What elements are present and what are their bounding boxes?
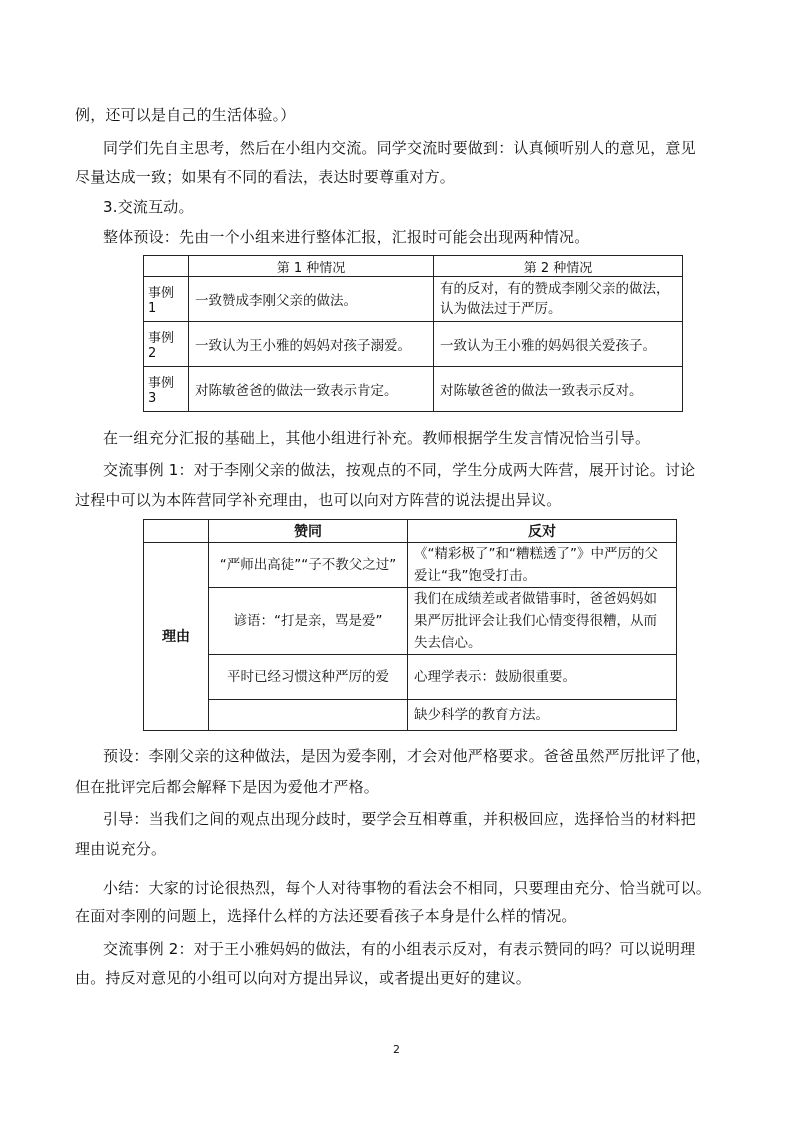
- paragraph-p2a: 同学们先自主思考，然后在小组内交流。同学交流时要做到：认真倾听别人的意见，意见: [103, 139, 696, 157]
- table-cell: 事例 2: [144, 322, 189, 367]
- paragraph-p2b: 尽量达成一致；如果有不同的看法，表达时要尊重对方。: [75, 168, 456, 186]
- table-cell: 平时已经习惯这种严厉的爱: [209, 655, 408, 700]
- table-cell: 一致认为王小雅的妈妈很关爱孩子。: [434, 322, 683, 367]
- table-cell: 事例 3: [144, 367, 189, 412]
- paragraph-p10b: 由。持反对意见的小组可以向对方提出异议，或者提出更好的建议。: [75, 969, 532, 987]
- table-header-cell: 第 1 种情况: [189, 256, 434, 277]
- paragraph-p1: 例，还可以是自己的生活体验。）: [75, 106, 296, 124]
- table-header-cell: 反对: [408, 520, 677, 543]
- paragraph-p4: 整体预设：先由一个小组来进行整体汇报，汇报时可能会出现两种情况。: [103, 228, 590, 246]
- section-heading: 3.交流互动。: [103, 198, 194, 216]
- reason-label: 理由: [144, 543, 209, 731]
- table-cell: 《“精彩极了”和“糟糕透了”》中严厉的父爱让“我”饱受打击。: [408, 543, 677, 588]
- table-row: [144, 700, 677, 731]
- paragraph-p7a: 预设：李刚父亲的这种做法，是因为爱李刚，才会对他严格要求。爸爸虽然严厉批评了他，: [103, 747, 712, 765]
- paragraph-p7b: 但在批评完后都会解释下是因为爱他才严格。: [75, 778, 380, 796]
- table-row: [144, 655, 677, 700]
- paragraph-p9a: 小结：大家的讨论很热烈，每个人对待事物的看法会不相同，只要理由充分、恰当就可以。: [103, 879, 712, 897]
- table-row: [144, 367, 683, 412]
- paragraph-p6b: 过程中可以为本阵营同学补充理由，也可以向对方阵营的说法提出异议。: [75, 491, 562, 509]
- paragraph-p8b: 理由说充分。: [75, 840, 167, 858]
- table-header-cell: [144, 256, 189, 277]
- situations-table: [143, 255, 683, 412]
- table-row: [144, 277, 683, 322]
- table-row: [144, 322, 683, 367]
- paragraph-p10a: 交流事例 2：对于王小雅妈妈的做法，有的小组表示反对，有表示赞同的吗？可以说明理: [103, 940, 696, 958]
- paragraph-p5: 在一组充分汇报的基础上，其他小组进行补充。教师根据学生发言情况恰当引导。: [103, 429, 651, 447]
- table-row: [144, 543, 677, 588]
- table-cell: 缺少科学的教育方法。: [408, 700, 677, 731]
- table-cell: 对陈敏爸爸的做法一致表示肯定。: [189, 367, 434, 412]
- table-cell: 有的反对，有的赞成李刚父亲的做法，认为做法过于严厉。: [434, 277, 683, 322]
- paragraph-p8a: 引导：当我们之间的观点出现分歧时，要学会互相尊重，并积极回应，选择恰当的材料把: [103, 810, 696, 828]
- table-cell: 一致认为王小雅的妈妈对孩子溺爱。: [189, 322, 434, 367]
- table-cell: “严师出高徒”“子不教父之过”: [209, 543, 408, 588]
- table-cell: 心理学表示：鼓励很重要。: [408, 655, 677, 700]
- reasons-table: [143, 519, 677, 731]
- table-cell: 事例 1: [144, 277, 189, 322]
- table-header-cell: 第 2 种情况: [434, 256, 683, 277]
- page-number: 2: [393, 1043, 400, 1056]
- table-header-row: [144, 520, 677, 543]
- table-cell: 对陈敏爸爸的做法一致表示反对。: [434, 367, 683, 412]
- paragraph-p9b: 在面对李刚的问题上，选择什么样的方法还要看孩子本身是什么样的情况。: [75, 907, 577, 925]
- table-header-row: [144, 256, 683, 277]
- table-cell: [209, 700, 408, 731]
- table-cell: 谚语：“打是亲，骂是爱”: [209, 588, 408, 655]
- table-header-cell: 赞同: [209, 520, 408, 543]
- table-header-cell: [144, 520, 209, 543]
- table-row: [144, 588, 677, 655]
- paragraph-p6a: 交流事例 1：对于李刚父亲的做法，按观点的不同，学生分成两大阵营，展开讨论。讨论: [103, 461, 696, 479]
- table-cell: 一致赞成李刚父亲的做法。: [189, 277, 434, 322]
- table-cell: 我们在成绩差或者做错事时，爸爸妈妈如果严厉批评会让我们心情变得很糟，从而失去信心。: [408, 588, 677, 655]
